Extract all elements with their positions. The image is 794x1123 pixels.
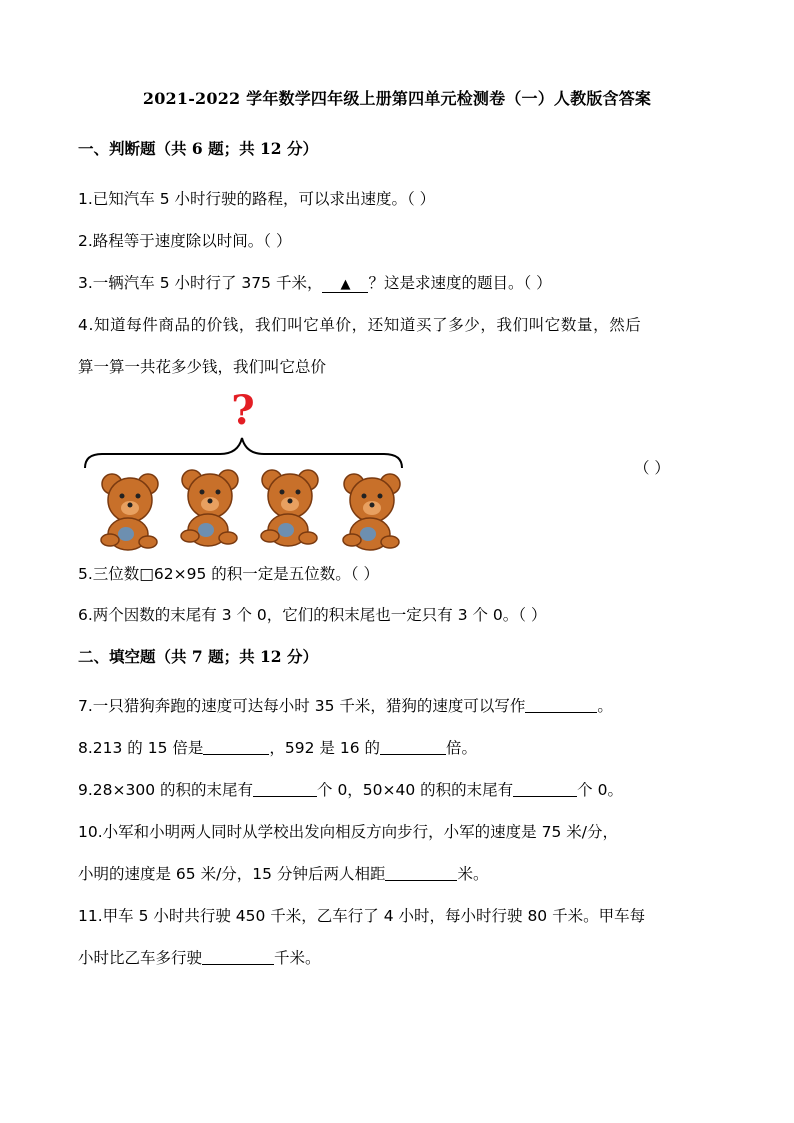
question-8-text-2: ，592 是 16 的 <box>269 739 380 757</box>
teddy-bear-icon <box>101 474 158 550</box>
question-5: 5.三位数□62×95 的积一定是五位数。（ ） <box>78 565 379 583</box>
question-3 <box>78 271 552 293</box>
question-7-text: 7.一只猎狗奔跑的速度可达每小时 35 千米，猎狗的速度可以写作 <box>78 697 526 715</box>
question-11-line-1: 11.甲车 5 小时共行驶 450 千米，乙车行了 4 小时，每小时行驶 80 千米。甲车每 <box>78 907 646 925</box>
question-8-text-3: 倍。 <box>445 739 477 757</box>
question-11-text: 小时比乙车多行驶 <box>78 949 203 967</box>
answer-blank[interactable] <box>253 781 317 797</box>
teddy-bear-icon <box>343 474 400 550</box>
section-heading-fill-in: 二、填空题（共 7 题；共 12 分） <box>78 647 318 666</box>
teddy-bear-icon <box>181 470 238 546</box>
question-2: 2.路程等于速度除以时间。（ ） <box>78 232 292 250</box>
question-10-text: 小明的速度是 65 米/分，15 分钟后两人相距 <box>78 865 386 883</box>
question-10-line-2 <box>78 862 488 884</box>
question-10-end: 米。 <box>457 865 489 883</box>
question-9-text-1: 9.28×300 的积的末尾有 <box>78 781 254 799</box>
teddy-bear-icon <box>261 470 318 546</box>
page-title: 2021-2022 学年数学四年级上册第四单元检测卷（一）人教版含答案 <box>142 89 652 108</box>
answer-blank[interactable] <box>380 739 446 755</box>
question-1: 1.已知汽车 5 小时行驶的路程，可以求出速度。（ ） <box>78 190 436 208</box>
question-4-answer-paren: （ ） <box>634 459 670 477</box>
question-6: 6.两个因数的末尾有 3 个 0，它们的积末尾也一定只有 3 个 0。（ ） <box>78 606 547 624</box>
question-7 <box>78 694 613 716</box>
question-4-line-2: 算一算一共花多少钱，我们叫它总价 <box>78 358 327 376</box>
answer-blank[interactable] <box>385 865 457 881</box>
answer-blank[interactable] <box>513 781 577 797</box>
question-7-end: 。 <box>597 697 613 715</box>
answer-blank[interactable] <box>525 697 597 713</box>
question-3-text-after: ？这是求速度的题目。（ ） <box>368 274 552 292</box>
question-11-line-2 <box>78 946 321 968</box>
answer-blank[interactable] <box>202 949 274 965</box>
teddy-bear-figure <box>80 382 720 552</box>
question-4-line-1: 4.知道每件商品的价钱，我们叫它单价，还知道买了多少，我们叫它数量，然后 <box>78 316 642 334</box>
question-mark-icon: ? <box>231 387 255 434</box>
answer-blank[interactable] <box>203 739 269 755</box>
question-8 <box>78 736 477 758</box>
section-heading-judgment: 一、判断题（共 6 题；共 12 分） <box>78 139 318 158</box>
question-10-line-1: 10.小军和小明两人同时从学校出发向相反方向步行，小军的速度是 75 米/分， <box>78 823 618 841</box>
question-3-text-before: 3.一辆汽车 5 小时行了 375 千米， <box>78 274 323 292</box>
question-9 <box>78 778 623 800</box>
curly-brace <box>85 438 402 468</box>
question-8-text-1: 8.213 的 15 倍是 <box>78 739 204 757</box>
question-9-text-2: 个 0，50×40 的积的末尾有 <box>317 781 514 799</box>
question-9-text-3: 个 0。 <box>577 781 623 799</box>
answer-blank: ▲ <box>322 277 368 293</box>
question-11-end: 千米。 <box>274 949 321 967</box>
